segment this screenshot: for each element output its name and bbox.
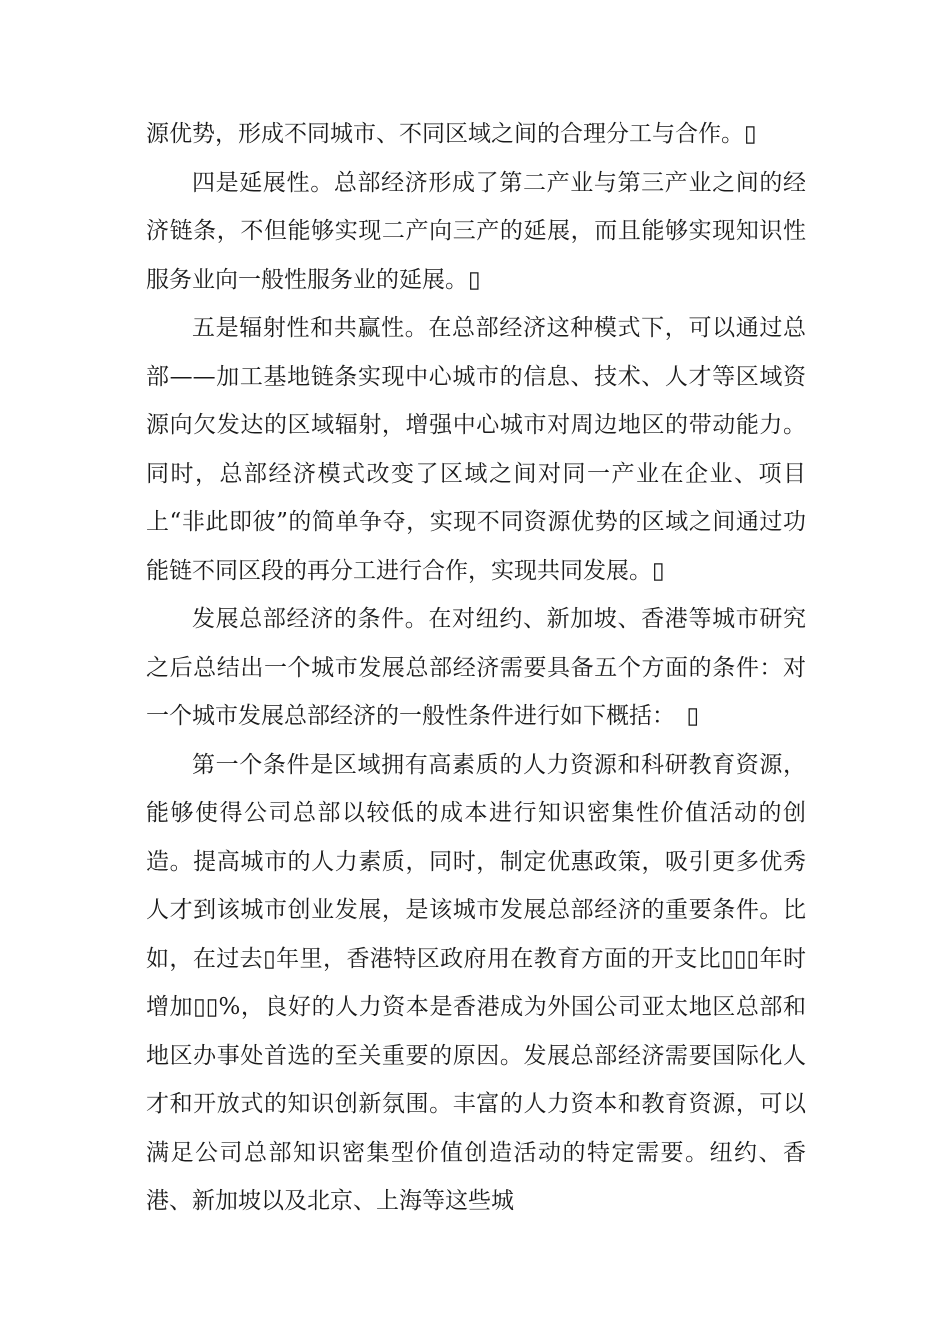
paragraph-radiation: [146, 304, 806, 595]
paragraph-continuation: [146, 110, 806, 159]
paragraph-text: 第一个条件是区域拥有高素质的人力资源和科研教育资源，能够使得公司总部以较低的成本进行知识密集性价值活动的创造。提高城市的人力素质，同时，制定优惠政策，吸引更多优秀人才到该城市创业发展，是该城市发展总部经济的重要条件。比如，在过去▯年里，香港特区政府用在教育方面的开支比▯▯▯年时增加▯▯%，良好的人力资本是香港成为外国公司亚太地区总部和地区办事处首选的至关重要的原因。发展总部经济需要国际化人才和开放式的知识创新氛围。丰富的人力资本和教育资源，可以满足公司总部知识密集型价值创造活动的特定需要。纽约、香港、新加坡以及北京、上海等这些城: [146, 751, 806, 1214]
paragraph-first-condition: [146, 741, 806, 1226]
paragraph-conditions: [146, 595, 806, 741]
body-text: [146, 110, 806, 1226]
paragraph-text: 。在对纽约、新加坡、香港等城市研究之后总结出一个城市发展总部经济需要具备五个方面的条件：对一个城市发展总部经济的一般性条件进行如下概括： ▯: [146, 606, 807, 729]
paragraph-extensibility: [146, 159, 806, 305]
section-heading: 发展总部经济的条件: [192, 606, 405, 632]
paragraph-text: 四是延展性。总部经济形成了第二产业与第三产业之间的经济链条，不但能够实现二产向三产的延展，而且能够实现知识性服务业向一般性服务业的延展。▯: [146, 169, 806, 293]
paragraph-text: 源优势，形成不同城市、不同区域之间的合理分工与合作。▯: [146, 121, 757, 147]
paragraph-text: 五是辐射性和共赢性。在总部经济这种模式下，可以通过总部——加工基地链条实现中心城市的信息、技术、人才等区域资源向欠发达的区域辐射，增强中心城市对周边地区的带动能力。同时，总部经济模式改变了区域之间对同一产业在企业、项目上“非此即彼”的简单争夺，实现不同资源优势的区域之间通过功能链不同区段的再分工进行合作，实现共同发展。▯: [146, 315, 806, 584]
